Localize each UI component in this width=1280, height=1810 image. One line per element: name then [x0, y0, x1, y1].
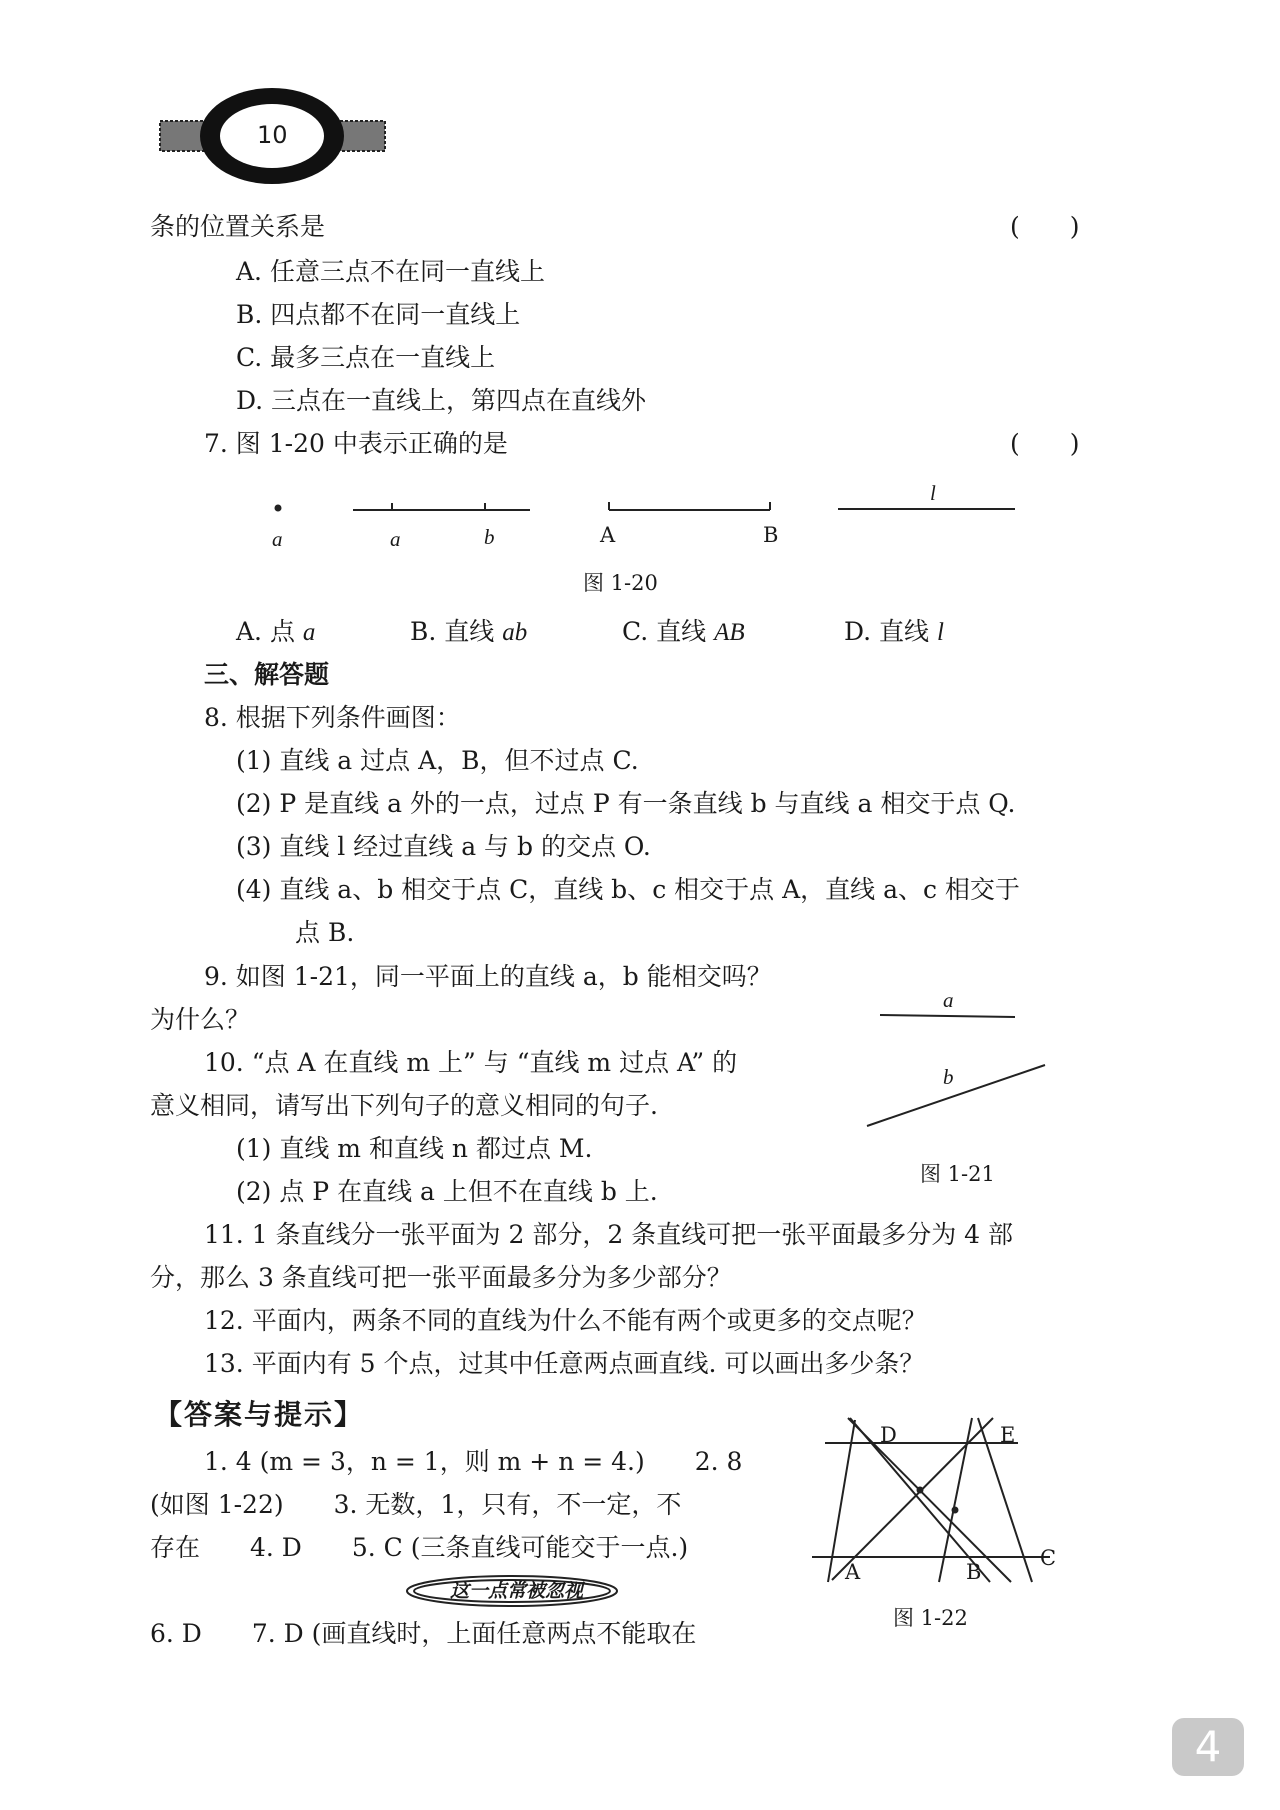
fig122-caption: 图 1-22: [893, 1606, 968, 1630]
q6-stem-tail: 条的位置关系是: [150, 212, 326, 241]
q6-option-d: D. 三点在一直线上，第四点在直线外: [236, 386, 647, 415]
answers-title: 【答案与提示】: [154, 1398, 365, 1431]
q6-option-b: B. 四点都不在同一直线上: [236, 300, 521, 329]
q8-item-3: (3) 直线 l 经过直线 a 与 b 的交点 O.: [236, 832, 651, 861]
fig122-label-D: D: [880, 1423, 897, 1447]
fig121-label-b: b: [943, 1065, 954, 1089]
fig122-label-B: B: [966, 1560, 982, 1584]
figure-1-21: [867, 1015, 1045, 1126]
q7-option-b-label: B. 直线: [410, 617, 503, 646]
figure-1-20: [276, 502, 1016, 511]
q10-item-1: (1) 直线 m 和直线 n 都过点 M.: [236, 1134, 593, 1163]
fig120-label-A: A: [600, 523, 616, 547]
q7-option-a-var: a: [302, 619, 316, 646]
fig122-label-C: C: [1040, 1546, 1057, 1570]
q8-item-1: (1) 直线 a 过点 A，B，但不过点 C.: [236, 746, 639, 775]
answers-line-4: 6. D 7. D (画直线时，上面任意两点不能取在: [150, 1619, 697, 1648]
fig120-caption: 图 1-20: [583, 571, 658, 595]
fig120-label-l: l: [930, 481, 936, 505]
q7-option-b: [410, 615, 527, 650]
q10-line-2: 意义相同，请写出下列句子的意义相同的句子.: [150, 1091, 658, 1120]
q6-option-c: C. 最多三点在一直线上: [236, 343, 496, 372]
fig122-label-A: A: [845, 1560, 861, 1584]
fig120-label-B: B: [763, 523, 779, 547]
q12: 12. 平面内，两条不同的直线为什么不能有两个或更多的交点呢？: [204, 1306, 927, 1335]
q7-option-d-var: l: [937, 619, 944, 646]
answers-line-2: (如图 1-22) 3. 无数，1，只有，不一定，不: [150, 1490, 682, 1519]
viewer-page-indicator[interactable]: 4: [1172, 1718, 1244, 1776]
fig122-label-E: E: [1000, 1423, 1016, 1447]
fig120-label-a: a: [272, 527, 283, 551]
q8-item-4-cont: 点 B.: [295, 918, 355, 947]
answers-line-1: 1. 4 (m = 3，n = 1，则 m + n = 4.) 2. 8: [204, 1447, 743, 1476]
q8-item-2: (2) P 是直线 a 外的一点，过点 P 有一条直线 b 与直线 a 相交于点 Q.: [236, 789, 1016, 818]
answers-line-3: 存在 4. D 5. C (三条直线可能交于一点.): [150, 1533, 689, 1562]
fig121-label-a: a: [943, 988, 954, 1012]
q7-option-a: [236, 615, 315, 650]
q6-answer-paren: ( ): [1010, 212, 1080, 241]
q7-option-c-label: C. 直线: [622, 617, 715, 646]
q9-line-1: 9. 如图 1-21，同一平面上的直线 a，b 能相交吗？: [204, 962, 772, 991]
q7-stem: 7. 图 1-20 中表示正确的是: [204, 429, 508, 458]
answers-badge: 这一点常被忽视: [450, 1580, 584, 1602]
q7-option-b-var: ab: [502, 619, 528, 646]
q10-item-2: (2) 点 P 在直线 a 上但不在直线 b 上.: [236, 1177, 658, 1206]
q11-line-2: 分，那么 3 条直线可把一张平面最多分为多少部分？: [150, 1263, 732, 1292]
section-heading: 三、解答题: [204, 660, 330, 689]
fig120-label-a2: a: [390, 527, 401, 551]
fig121-caption: 图 1-21: [920, 1162, 995, 1186]
q11-line-1: 11. 1 条直线分一张平面为 2 部分，2 条直线可把一张平面最多分为 4 部: [204, 1220, 1014, 1249]
header-page-number: 10: [257, 121, 288, 149]
q8-item-4: (4) 直线 a、b 相交于点 C，直线 b、c 相交于点 A，直线 a、c 相交于: [236, 875, 1020, 904]
q7-option-d-label: D. 直线: [844, 617, 937, 646]
q7-option-c: [622, 615, 745, 650]
q7-answer-paren: ( ): [1010, 429, 1080, 458]
q9-line-2: 为什么？: [150, 1005, 251, 1034]
q6-option-a: A. 任意三点不在同一直线上: [236, 257, 545, 286]
fig120-label-b: b: [484, 525, 495, 549]
q8-stem: 8. 根据下列条件画图：: [204, 703, 461, 732]
q10-line-1: 10. “点 A 在直线 m 上” 与 “直线 m 过点 A” 的: [204, 1048, 738, 1077]
q13: 13. 平面内有 5 个点，过其中任意两点画直线. 可以画出多少条？: [204, 1349, 925, 1378]
q7-option-c-var: AB: [714, 619, 745, 646]
q7-option-a-label: A. 点: [236, 617, 303, 646]
q7-option-d: [844, 615, 944, 650]
